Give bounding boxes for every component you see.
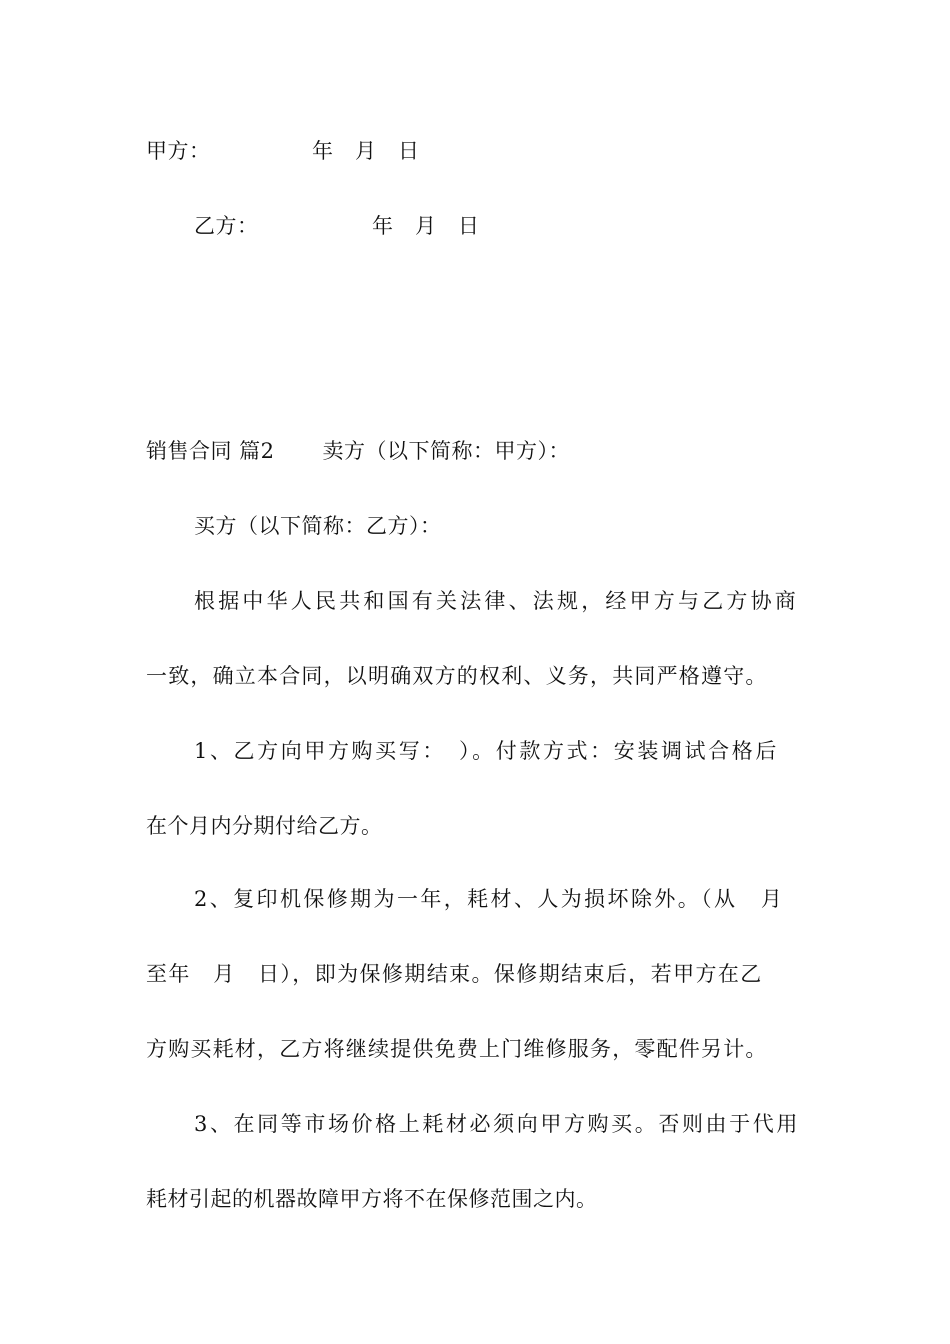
paragraph-line: 至年 月 日），即为保修期结束。保修期结束后，若甲方在乙 [146, 962, 763, 986]
signature-party-a [146, 137, 420, 165]
paragraph-line: 在个月内分期付给乙方。 [146, 814, 383, 838]
party-a-date: 年 月 日 [312, 139, 420, 163]
paragraph-line: 1、乙方向甲方购买写： ）。付款方式：安装调试合格后 [194, 739, 779, 763]
party-b-date: 年 月 日 [372, 214, 480, 238]
seller-line: 卖方（以下简称：甲方）： [322, 439, 571, 463]
party-a-label: 甲方： [146, 139, 211, 163]
paragraph-line: 耗材引起的机器故障甲方将不在保修范围之内。 [146, 1187, 598, 1211]
signature-party-b [194, 212, 480, 240]
contract-heading-line [146, 437, 570, 465]
paragraph-line: 根据中华人民共和国有关法律、法规，经甲方与乙方协商 [194, 589, 799, 613]
party-b-label: 乙方： [194, 214, 259, 238]
paragraph-line: 2、复印机保修期为一年，耗材、人为损坏除外。（从 月 [194, 887, 785, 911]
paragraph-line: 一致，确立本合同，以明确双方的权利、义务，共同严格遵守。 [146, 664, 768, 688]
paragraph-line: 方购买耗材，乙方将继续提供免费上门维修服务，零配件另计。 [146, 1037, 768, 1061]
paragraph-line: 3、在同等市场价格上耗材必须向甲方购买。否则由于代用 [194, 1112, 800, 1136]
contract-heading: 销售合同 篇2 [146, 439, 275, 463]
buyer-line: 买方（以下简称：乙方）： [194, 514, 442, 538]
